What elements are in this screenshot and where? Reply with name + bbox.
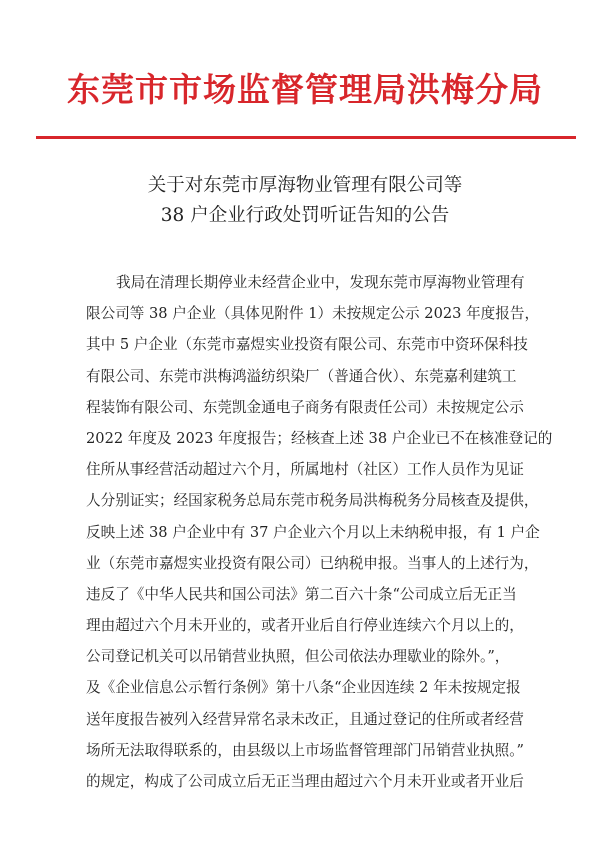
notice-title-line-1: 关于对东莞市厚海物业管理有限公司等: [147, 175, 463, 196]
body-line: 业（东莞市嘉煜实业投资有限公司）已纳税申报。当事人的上述行为，: [86, 554, 539, 572]
body-line: 住所从事经营活动超过六个月，所属地村（社区）工作人员作为见证: [86, 461, 524, 479]
notice-body: [86, 267, 553, 797]
body-line: 其中 5 户企业（东莞市嘉煜实业投资有限公司、东莞市中资环保科技: [86, 336, 528, 354]
agency-letterhead: 东莞市市场监督管理局洪梅分局: [67, 70, 543, 109]
letterhead-divider: [36, 136, 576, 139]
body-line: 的规定，构成了公司成立后无正当理由超过六个月未开业或者开业后: [86, 773, 524, 790]
body-line: 程装饰有限公司、东莞凯金通电子商务有限责任公司）未按规定公示: [86, 398, 524, 416]
body-line: 理由超过六个月未开业的，或者开业后自行停业连续六个月以上的，: [86, 617, 524, 635]
notice-title-line-2: 38 户企业行政处罚听证告知的公告: [160, 205, 450, 226]
body-line: 我局在清理长期停业未经营企业中，发现东莞市厚海物业管理有: [116, 274, 525, 291]
body-line: 及《企业信息公示暂行条例》第十八条“企业因连续 2 年未按规定报: [86, 679, 521, 697]
body-line: 送年度报告被列入经营异常名录未改正，且通过登记的住所或者经营: [86, 710, 524, 728]
body-line: 2022 年度及 2023 年度报告；经核查上述 38 户企业已不在核准登记的: [86, 429, 553, 447]
body-line: 人分别证实；经国家税务总局东莞市税务局洪梅税务分局核查及提供，: [86, 492, 539, 510]
body-line: 公司登记机关可以吊销营业执照，但公司依法办理歇业的除外。”，: [86, 648, 510, 666]
body-line: 反映上述 38 户企业中有 37 户企业六个月以上未纳税申报，有 1 户企: [86, 523, 540, 541]
body-line: 有限公司、东莞市洪梅鸿溢纺织染厂（普通合伙）、东莞嘉利建筑工: [86, 367, 517, 385]
body-line: 违反了《中华人民共和国公司法》第二百六十条“公司成立后无正当: [86, 585, 517, 603]
body-line: 限公司等 38 户企业（具体见附件 1）未按规定公示 2023 年度报告，: [86, 305, 540, 323]
body-line: 场所无法取得联系的，由县级以上市场监督管理部门吊销营业执照。”: [86, 741, 524, 759]
